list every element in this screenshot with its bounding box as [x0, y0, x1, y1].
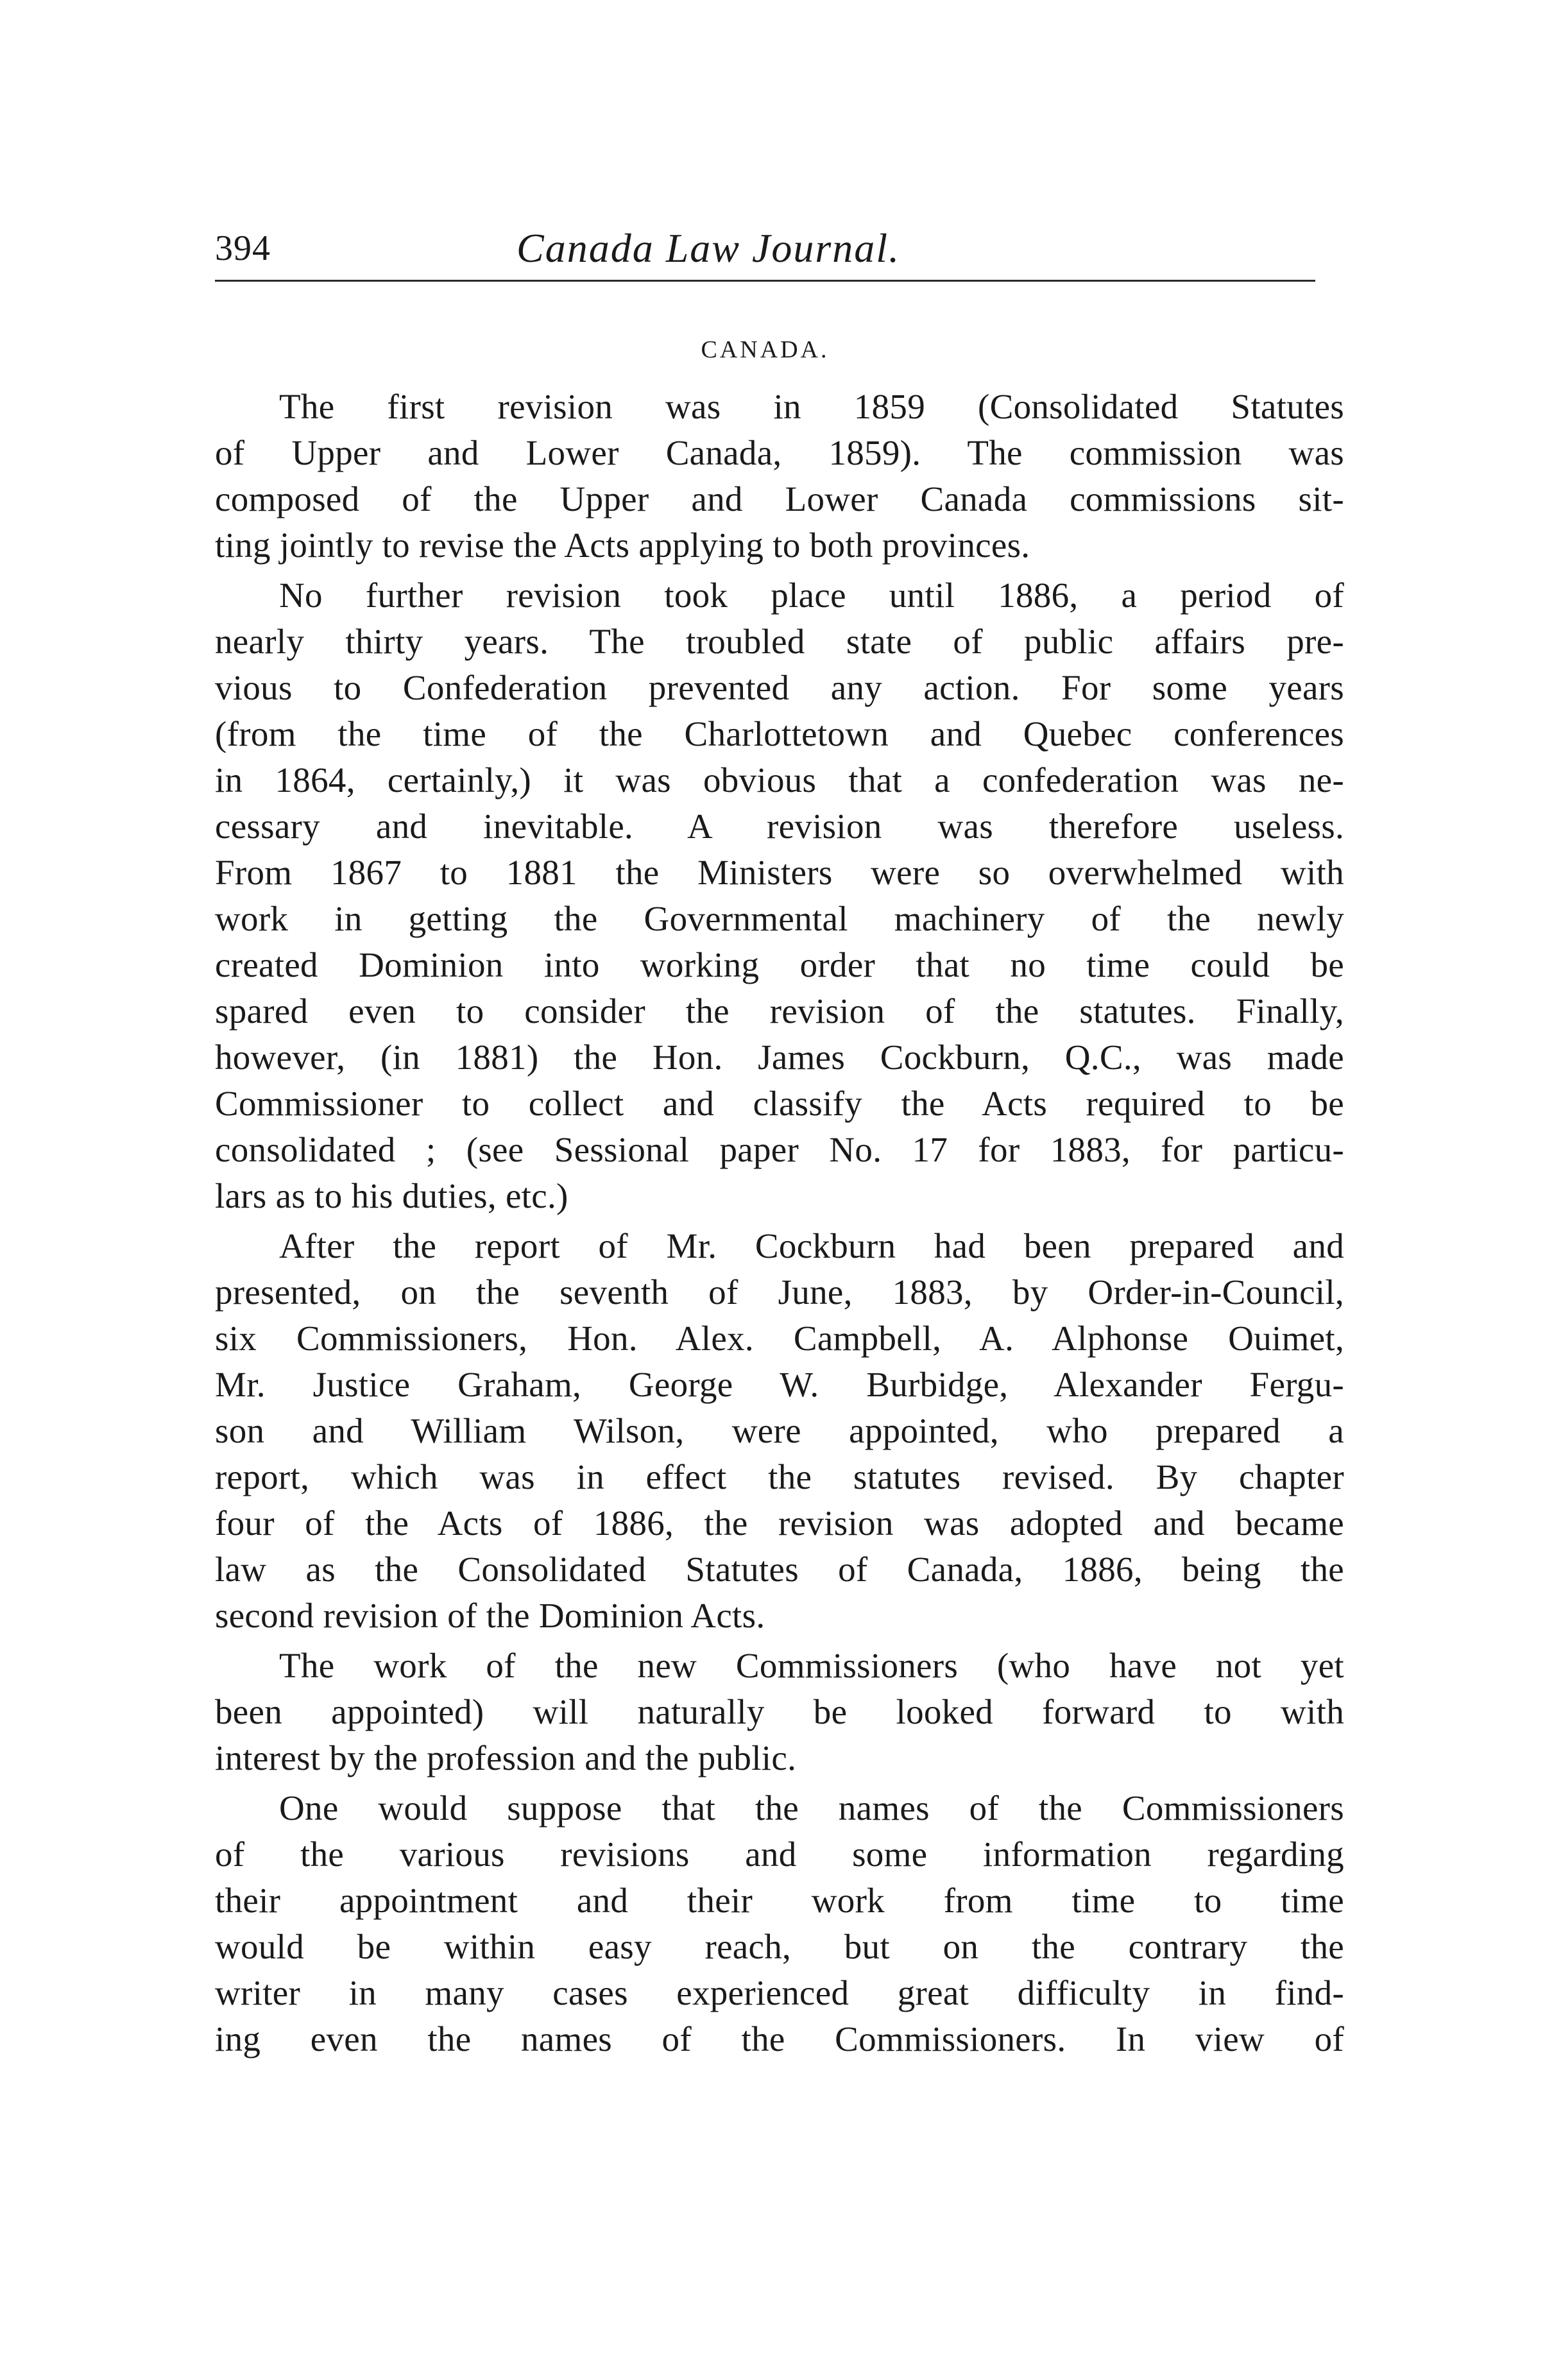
body-text: [215, 384, 1344, 2062]
running-title: Canada Law Journal.: [516, 225, 901, 271]
text-line: of Upper and Lower Canada, 1859). The commission was: [215, 433, 1344, 472]
text-line: No further revision took place until 1886, a period of: [279, 576, 1344, 615]
text-line: (from the time of the Charlottetown and Quebec conferences: [215, 714, 1344, 753]
text-line: The work of the new Commissioners (who have not yet: [279, 1646, 1344, 1685]
paragraph: [215, 1643, 1344, 1781]
page-number: 394: [215, 228, 271, 268]
text-line: vious to Confederation prevented any action. For some years: [215, 668, 1344, 707]
text-line: six Commissioners, Hon. Alex. Campbell, A. Alphonse Ouimet,: [215, 1319, 1344, 1358]
text-line: After the report of Mr. Cockburn had been prepared and: [279, 1226, 1344, 1265]
paragraph: [215, 572, 1344, 1219]
text-line: ing even the names of the Commissioners. In view of: [215, 2019, 1344, 2059]
text-line: second revision of the Dominion Acts.: [215, 1596, 765, 1635]
text-line: of the various revisions and some information regarding: [215, 1835, 1344, 1874]
text-line: their appointment and their work from time to time: [215, 1881, 1344, 1920]
text-line: law as the Consolidated Statutes of Canada, 1886, being the: [215, 1550, 1344, 1589]
text-line: in 1864, certainly,) it was obvious that a confederation was ne-: [215, 760, 1344, 800]
text-line: four of the Acts of 1886, the revision was adopted and became: [215, 1503, 1344, 1543]
text-line: spared even to consider the revision of the statutes. Finally,: [215, 991, 1344, 1031]
paragraph: [215, 1223, 1344, 1639]
text-line: would be within easy reach, but on the contrary the: [215, 1927, 1344, 1966]
text-line: Commissioner to collect and classify the Acts required to be: [215, 1084, 1344, 1123]
text-line: One would suppose that the names of the Commissioners: [279, 1788, 1344, 1828]
text-line: report, which was in effect the statutes revised. By chapter: [215, 1457, 1344, 1496]
text-line: The first revision was in 1859 (Consolidated Statutes: [279, 387, 1344, 426]
text-line: been appointed) will naturally be looked forward to with: [215, 1692, 1344, 1731]
paragraph: [215, 1785, 1344, 2062]
text-line: presented, on the seventh of June, 1883, by Order-in-Council,: [215, 1272, 1344, 1312]
text-line: son and William Wilson, were appointed, who prepared a: [215, 1411, 1344, 1450]
section-heading: CANADA.: [701, 336, 830, 363]
page-header: [215, 226, 1315, 277]
text-line: lars as to his duties, etc.): [215, 1176, 568, 1215]
header-rule: [215, 280, 1315, 282]
text-line: created Dominion into working order that no time could be: [215, 945, 1344, 984]
paragraph: [215, 384, 1344, 569]
text-line: consolidated ; (see Sessional paper No. 17 for 1883, for particu-: [215, 1130, 1344, 1169]
text-line: work in getting the Governmental machinery of the newly: [215, 899, 1344, 938]
text-line: nearly thirty years. The troubled state of public affairs pre-: [215, 622, 1344, 661]
text-line: Mr. Justice Graham, George W. Burbidge, Alexander Fergu-: [215, 1365, 1344, 1404]
text-line: however, (in 1881) the Hon. James Cockburn, Q.C., was made: [215, 1038, 1344, 1077]
text-line: ting jointly to revise the Acts applying to both provinces.: [215, 526, 1030, 565]
text-line: interest by the profession and the public.: [215, 1738, 797, 1777]
text-line: From 1867 to 1881 the Ministers were so overwhelmed with: [215, 853, 1344, 892]
text-line: writer in many cases experienced great difficulty in find-: [215, 1973, 1344, 2012]
text-line: cessary and inevitable. A revision was therefore useless.: [215, 807, 1344, 846]
text-line: composed of the Upper and Lower Canada commissions sit-: [215, 479, 1344, 518]
